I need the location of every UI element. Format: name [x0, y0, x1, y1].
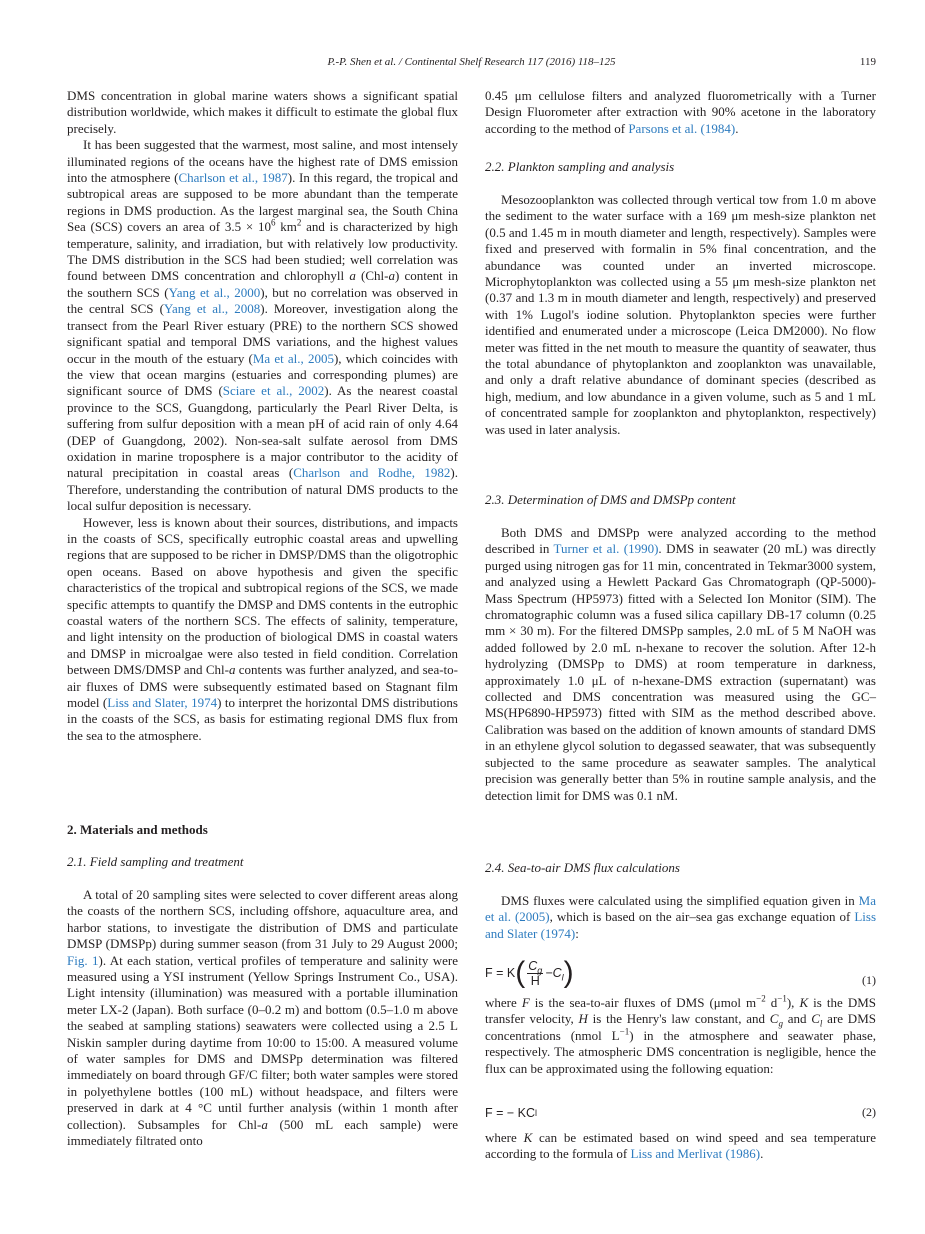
superscript: 6	[270, 217, 276, 228]
text-run: ). Moreover, investigation along the transect from the Pearl River estuary (PRE) to the northern SCS showed significant spatial and temporal DMS variations, and the highest values occur in the mouth of the estuary (	[67, 301, 458, 366]
equation-1	[485, 948, 876, 988]
eq1-term: −C	[545, 966, 562, 980]
text-run: It has been suggested that the warmest, most saline, and most intensely illuminated regions of the oceans have the highest rate of DMS emission into the atmosphere (	[67, 137, 458, 186]
text-run: DMS fluxes were calculated using the simplified equation given in	[501, 893, 859, 908]
eq1-open-paren: (	[515, 956, 526, 989]
text-run: ) content in the southern SCS (	[67, 268, 458, 300]
subsection-heading: 2.3. Determination of DMS and DMSPp content	[485, 492, 736, 507]
equation-2: F = − KC l (2)	[485, 1105, 876, 1120]
citation-link[interactable]: Yang et al., 2008	[163, 301, 261, 317]
running-header	[67, 56, 876, 72]
italic-text: F	[521, 995, 530, 1010]
left-column-intro	[67, 88, 458, 744]
italic-text: H	[578, 1011, 588, 1027]
text-run: A total of 20 sampling sites were selected to cover different areas along the coasts of the northern SCS, including offshore, aquaculture area, and harbor stations, to investigate the distribution of DMS and particulate DMSP (DMSPp) during summer season (from 31 July to 29 August 2000;	[67, 887, 458, 952]
equation-number: (1)	[862, 973, 876, 987]
eq2-body: F = − KC	[485, 1106, 536, 1120]
paragraph	[485, 893, 876, 942]
text-run: km	[275, 219, 297, 235]
section-heading: 2. Materials and methods	[67, 822, 208, 837]
eq1-fraction	[527, 959, 543, 988]
journal-citation: P.-P. Shen et al. / Continental Shelf Research 117 (2016) 118–125	[327, 56, 616, 68]
text-run: :	[575, 925, 579, 941]
text-run: and is characterized by high temperature, salinity, and irradiation, but with relatively low productivity. The DMS distribution in the SCS had been studied; well correlation was found between DMS concentration and chlorophyll	[67, 219, 459, 284]
italic-text: K	[799, 995, 809, 1010]
text-run: d	[765, 995, 778, 1010]
text-run: where	[485, 995, 522, 1010]
text-run: . DMS in seawater (20 mL) was directly purged using nitrogen gas for 11 min, concentrated in Tekmar3000 system, and analyzed using a Hewlett Packard Gas Chromatograph (QP-5000)-Mass Spectrum (HP5973) fitted with a Selected Ion Monitor (SIM). The chromatographic column was a fused silica capillary DB-17 column (0.25 mm × 30 m). For the filtered DMSPp samples, 2.0 mL of 5 M NaOH was added followed by 2.0 mL n-hexane to recover the solution. After 12-h hydrolyzing (DMSPp to DMS) at room temperature in darkness, approximately 1.0 μL of n-hexane-DMS extraction (supernatant) was collected and DMS concentration was measured using the GC–MS(HP6890-HP5973) fitted with SIM as the method described above. Calibration was based on the addition of known amounts of standard DMS in an ethylene glycol solution to degassed seawater, that was subsequently subjected to the same procedure as seawater samples. The analytical precision was generally better than 5% in routine sample analysis, and the detection limit for DMS was 0.1 nM.	[485, 541, 877, 803]
superscript: 2	[296, 217, 302, 228]
paragraph	[67, 887, 458, 1150]
text-run: However, less is known about their sources, distributions, and impacts in the coasts of SCS, specifically eutrophic coastal areas and upwelling regions that are supposed to be richer in DMSP/DMS than the oligotrophic open oceans. Based on above hypothesis and given the specific characteristics of the tropical and subtropical regions of the SCS, we made specific attempts to quantify the DMSP and DMS contents in the eutrophic coastal waters of the northern SCS. The effects of salinity, temperature, and light intensity on the production of biological DMS in coastal waters and DMSP in microalgae were also tested in field condition. Correlation between DMS/DMSP and Chl-	[67, 514, 458, 678]
paragraph	[67, 88, 458, 137]
text-run: ). At each station, vertical profiles of temperature and salinity were measured using a YSI instrument (Yellow Springs Instrument Co., USA). Light intensity (illumination) was measured with a portable illumination meter LX-2 (Japan). Both surface (0–0.2 m) and bottom (0.5–1.0 m above the seabed at sampling stations) seawaters were collected using a 2.5 L Niskin sampler during daytime from 10:00 to 15:00. A measured volume of water samples for DMS and DMSPp determination was filtered immediately on board through GF/C filter; both water samples were stored in polyethylene bottles (100 mL) without headspace, and filters were preserved in dark at 4 °C until further analysis (within 1 month after collection). Subsamples for Chl-	[67, 952, 458, 1132]
text-run: , which is based on the air–sea gas exchange equation of	[549, 909, 855, 925]
citation-link[interactable]: Ma et al. (2005)	[485, 893, 876, 925]
text-run: where	[485, 1130, 524, 1145]
paragraph	[485, 995, 876, 1077]
text-run: ) in the atmosphere and seawater phase, respectively. The atmospheric DMS concentration is negligible, hence the flux can be approximated using the following equation:	[485, 1027, 876, 1076]
citation-link[interactable]: Turner et al. (1990)	[553, 541, 659, 557]
text-run: .	[760, 1146, 764, 1162]
citation-link[interactable]: Yang et al., 2000	[168, 284, 261, 300]
eq1-numerator: C	[528, 958, 538, 973]
text-run: contents was further analyzed, and sea-to-air fluxes of DMS were subsequently estimated based on Stagnant film model (	[67, 662, 458, 711]
text-run: are DMS concentrations (nmol L	[485, 1011, 876, 1043]
dms-section	[485, 525, 876, 804]
superscript: −1	[619, 1026, 630, 1037]
citation-link[interactable]: Charlson et al., 1987	[178, 170, 288, 186]
left-column-methods	[67, 887, 458, 1150]
citation-link[interactable]: Liss and Slater, 1974	[107, 695, 218, 711]
text-run: ) to interpret the horizontal DMS distributions in the coasts of the SCS, as basis for estimating regional DMS flux from the sea to the atmosphere.	[67, 695, 458, 743]
eq1-close-paren: )	[563, 956, 574, 989]
flux-section	[485, 893, 876, 942]
italic-text: a	[228, 662, 236, 678]
citation-link[interactable]: Ma et al., 2005	[252, 350, 334, 366]
text-run: is the DMS transfer velocity,	[485, 995, 876, 1027]
text-run: ). Therefore, understanding the contribution of natural DMS products to the local sulfur deposition is necessary.	[67, 465, 458, 514]
italic-text: C	[769, 1011, 779, 1027]
citation-link[interactable]: Liss and Merlivat (1986)	[630, 1146, 761, 1162]
paragraph	[485, 525, 876, 804]
text-run: is the sea-to-air fluxes of DMS (μmol m	[529, 995, 757, 1010]
paragraph	[485, 88, 876, 137]
text-run: and	[782, 1011, 812, 1027]
eq1-term-sub: l	[561, 972, 564, 983]
text-run: ), but no correlation was observed in the central SCS (	[67, 284, 458, 317]
subscript: l	[819, 1019, 823, 1029]
text-run: ),	[786, 995, 800, 1010]
text-run: (Chl-	[355, 268, 389, 284]
citation-link[interactable]: Sciare et al., 2002	[222, 383, 325, 399]
superscript: −1	[777, 993, 787, 1004]
text-run: is the Henry's law constant, and	[587, 1011, 770, 1027]
italic-text: a	[349, 268, 356, 284]
text-run: Mesozooplankton was collected through vertical tow from 1.0 m above the sediment to the water surface with a 169 μm mesh-size plankton net (0.5 and 1.45 m in mouth diameter and length, respectively). Samples were fixed and preserved with formalin in 5% final concentration, and the abundance was counted under an inverted microscope. Microphytoplankton was collected using a 55 μm mesh-size plankton net (0.37 and 1.3 m in mouth diameter and length, respectively) and preserved with 1% Lugol's iodine solution. Phytoplankton species were further identified and enumerated under a microscope (Leica DM2000). No flow meter was fitted in the net mouth to measure the quantity of seawater, thus the total abundance of phytoplankton and zooplankton was unavailable, and only a draft relative abundance of dominant species (described as high, medium, and low abundance in a given volume, such as 5 and 1 mL of concentrated sample for zooplankton and phytoplankton, respectively) was used in later analysis.	[485, 192, 876, 437]
text-run: ), which coincides with the view that ocean margins (estuaries and corresponding plumes) are significant source of DMS (	[67, 350, 459, 399]
superscript: −2	[756, 993, 766, 1004]
text-run: 0.45 μm cellulose filters and analyzed fluorometrically with a Turner Design Fluorometer after extraction with 90% acetone in the laboratory according to the method of	[485, 88, 876, 136]
paragraph	[67, 515, 458, 745]
citation-link[interactable]: Fig. 1	[67, 952, 99, 968]
paragraph	[67, 137, 458, 514]
italic-text: a	[261, 1116, 268, 1132]
right-column-top	[485, 88, 876, 137]
subsection-heading: 2.1. Field sampling and treatment	[67, 854, 244, 869]
text-run: can be estimated based on wind speed and sea temperature according to the formula of	[485, 1130, 876, 1162]
eq1-denominator: H	[530, 973, 540, 988]
page-number: 119	[859, 56, 876, 68]
eq1-numerator-sub: g	[537, 965, 543, 975]
text-run: (500 mL each sample) were immediately filtrated onto	[67, 1116, 458, 1149]
plankton-section	[485, 192, 876, 438]
equation-number: (2)	[862, 1105, 876, 1119]
text-run: DMS concentration in global marine waters shows a significant spatial distribution worldwide, which makes it difficult to estimate the global flux precisely.	[67, 88, 458, 136]
italic-text: a	[388, 268, 395, 284]
subsection-heading: 2.2. Plankton sampling and analysis	[485, 159, 675, 174]
text-run: ). As the nearest coastal province to the SCS, Guangdong, particularly the Pearl River Delta, is suffering from sulfur deposition with a mean pH of acid rain of only 4.64 (DEP of Guangdong, 2002). Non-sea-salt sulfate aerosol from DMS oxidation in marine troposphere is a major contributor to the acidity of natural precipitation in coastal areas (	[67, 383, 459, 481]
italic-text: K	[523, 1130, 533, 1145]
citation-link[interactable]: Parsons et al. (1984)	[628, 120, 736, 136]
paragraph	[485, 192, 876, 438]
flux-definitions	[485, 995, 876, 1077]
subscript: g	[778, 1019, 783, 1029]
subsection-heading: 2.4. Sea-to-air DMS flux calculations	[485, 860, 680, 875]
text-run: ). In this regard, the tropical and subtropical areas are supposed to be more abundant than the temperate regions in DMS production. As the largest marginal sea, the South China Sea (SCS) covers an area of 3.5 × 10	[67, 170, 458, 235]
italic-text: C	[811, 1011, 820, 1027]
text-run: .	[735, 120, 739, 136]
citation-link[interactable]: Charlson and Rodhe, 1982	[293, 465, 451, 481]
flux-k-text	[485, 1130, 876, 1163]
text-run: Both DMS and DMSPp were analyzed according to the method described in	[485, 525, 876, 557]
paragraph	[485, 1130, 876, 1163]
citation-link[interactable]: Liss and Slater (1974)	[485, 909, 877, 941]
eq1-lhs: F = K	[485, 966, 516, 980]
